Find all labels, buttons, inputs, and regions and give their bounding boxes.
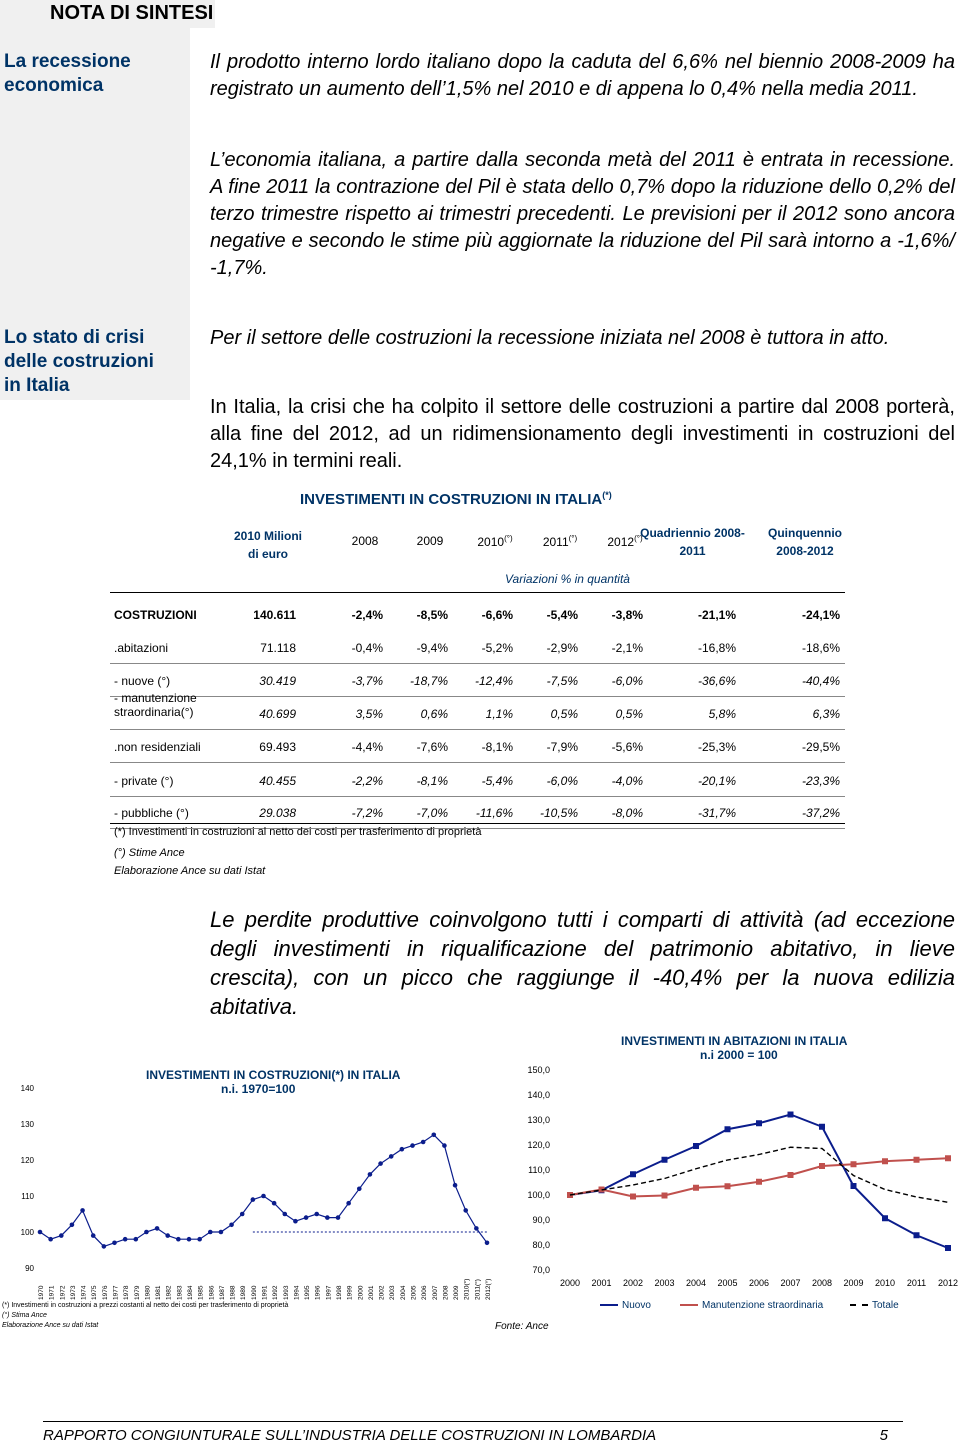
col-header-year: 2008 <box>351 534 379 548</box>
data-point <box>325 1215 330 1220</box>
data-point <box>914 1157 920 1163</box>
table-cell-quinquennio: -23,3% <box>801 774 840 788</box>
x-tick-label: 1991 <box>261 1285 269 1300</box>
table-cell-quadriennio: -36,6% <box>697 674 736 688</box>
data-point <box>346 1201 351 1206</box>
sidebar-heading-line: delle costruzioni <box>4 351 154 372</box>
data-point <box>357 1187 362 1192</box>
chart1-note: (*) Investimenti in costruzioni a prezzi costanti al netto dei costi per trasferimento di proprietà <box>2 1302 289 1309</box>
legend-label: Totale <box>872 1300 899 1311</box>
table-cell-quadriennio: -16,8% <box>697 641 736 655</box>
data-point <box>378 1161 383 1166</box>
x-tick-label: 2009 <box>453 1285 461 1300</box>
table-row-label: - manutenzione straordinaria(°) <box>114 691 197 719</box>
data-point <box>463 1208 468 1213</box>
table-cell-value: -2,1% <box>611 641 643 655</box>
y-tick-label: 140 <box>20 1084 34 1093</box>
table-top-rule <box>110 592 845 593</box>
x-tick-label: 2009 <box>843 1278 864 1288</box>
table-title-sup: (*) <box>602 490 612 500</box>
x-tick-label: 2006 <box>748 1278 770 1288</box>
legend-swatch <box>850 1304 868 1306</box>
x-tick-label: 2012 <box>937 1278 959 1288</box>
data-point <box>788 1112 794 1118</box>
data-point <box>38 1230 43 1235</box>
data-point <box>485 1241 490 1246</box>
table-cell-quadriennio: -25,3% <box>697 740 736 754</box>
y-tick-label: 80,0 <box>532 1240 550 1250</box>
data-point <box>91 1233 96 1238</box>
data-point <box>59 1233 64 1238</box>
y-tick-label: 140,0 <box>527 1090 550 1100</box>
page-title: NOTA DI SINTESI <box>50 2 214 24</box>
y-tick-label: 100,0 <box>527 1190 550 1200</box>
x-tick-label: 1989 <box>240 1285 248 1300</box>
table-cell-value: -11,6% <box>475 806 513 820</box>
paragraph-perdite: Le perdite produttive coinvolgono tutti i comparti di attività (ad eccezione degli investimenti in riqualificazione del patrimonio abitativo, in lieve crescita), con un picco che raggiunge il -40,4% per la nuova edilizia abitativa. <box>210 907 955 1019</box>
table-cell-value: -2,4% <box>351 608 383 622</box>
data-point <box>756 1179 762 1185</box>
table-cell-quinquennio: -18,6% <box>801 641 840 655</box>
legend-label: Manutenzione straordinaria <box>702 1300 824 1311</box>
table-bottom-rule <box>110 823 845 824</box>
table-subheader: Variazioni % in quantità <box>505 572 630 586</box>
x-tick-label: 1983 <box>176 1285 184 1300</box>
x-tick-label: 1982 <box>165 1285 173 1300</box>
data-point <box>187 1237 192 1242</box>
paragraph-recessione: L’economia italiana, a partire dalla seconda metà del 2011 è entrata in recessione. A fine 2011 la contrazione del Pil è stata dello 0,7% dopo la riduzione dello 0,2% del terzo trimestre rispetto ai trimestri precedenti. Le previsioni per il 2012 sono ancora negative e secondo le stime più aggiornate la riduzione del Pil sarà intorno a -1,6%/ -1,7%. <box>210 149 955 279</box>
x-tick-label: 1994 <box>293 1285 301 1300</box>
data-point <box>70 1223 75 1228</box>
x-tick-label: 1971 <box>48 1285 56 1300</box>
table-cell-value: 0,5% <box>615 707 643 721</box>
table-cell-quinquennio: -29,5% <box>801 740 840 754</box>
col-header-year-sup: (°) <box>504 534 513 543</box>
x-tick-label: 2005 <box>410 1285 418 1300</box>
data-point <box>336 1215 341 1220</box>
col-header-year-sup: (°) <box>634 534 643 543</box>
x-tick-label: 1984 <box>187 1285 194 1300</box>
y-tick-label: 110,0 <box>528 1165 550 1175</box>
y-tick-label: 90 <box>25 1264 34 1273</box>
table-cell-quinquennio: -24,1% <box>801 608 840 622</box>
data-point <box>123 1237 128 1242</box>
sidebar-heading-line: in Italia <box>4 375 70 396</box>
x-tick-label: 1997 <box>325 1285 333 1300</box>
data-point <box>756 1120 762 1126</box>
col-header-quadriennio: Quadriennio 2008-2011 <box>640 526 745 558</box>
table-cell-value: -8,1% <box>481 740 513 754</box>
chart1-title: INVESTIMENTI IN COSTRUZIONI(*) IN ITALIA <box>146 1068 401 1082</box>
data-point <box>48 1237 53 1242</box>
paragraph-pil: Il prodotto interno lordo italiano dopo la caduta del 6,6% nel biennio 2008-2009 ha registrato un aumento dell’1,5% nel 2010 e di appena lo 0,4% nella media 2011. <box>210 51 955 100</box>
table-cell-value: 0,5% <box>550 707 578 721</box>
sidebar-heading-recessione <box>4 50 131 98</box>
data-point <box>945 1245 951 1251</box>
x-tick-label: 1970 <box>38 1285 45 1300</box>
data-point <box>725 1183 731 1189</box>
chart1-notes <box>2 1301 288 1331</box>
x-tick-label: 1996 <box>314 1285 322 1300</box>
x-tick-label: 1985 <box>197 1285 205 1300</box>
table-row-label: - nuove (°) <box>114 674 171 688</box>
x-tick-label: 2010 <box>874 1278 896 1288</box>
paragraph-settore: Per il settore delle costruzioni la recessione iniziata nel 2008 è tuttora in atto. <box>210 327 890 349</box>
sidebar-heading-line: economica <box>4 75 104 96</box>
data-point <box>368 1172 373 1177</box>
table-cell-value: -3,8% <box>611 608 643 622</box>
series-line-costruzioni <box>40 1135 487 1247</box>
x-tick-label: 2002 <box>378 1285 386 1300</box>
chart2-title: INVESTIMENTI IN ABITAZIONI IN ITALIA <box>621 1034 848 1048</box>
x-tick-label: 2000 <box>357 1285 365 1300</box>
table-cell-value: -18,7% <box>409 674 448 688</box>
x-tick-label: 1986 <box>208 1285 216 1300</box>
data-point <box>725 1126 731 1132</box>
table-cell-base: 140.611 <box>253 608 296 622</box>
y-tick-label: 90,0 <box>532 1215 550 1225</box>
table-cell-value: -6,0% <box>546 774 578 788</box>
table-cell-value: -4,4% <box>351 740 383 754</box>
table-cell-value: -5,4% <box>481 774 513 788</box>
x-tick-label: 1977 <box>112 1285 120 1300</box>
data-point <box>208 1230 213 1235</box>
data-point <box>304 1215 309 1220</box>
data-point <box>80 1208 85 1213</box>
sidebar-heading-crisi <box>4 326 154 398</box>
table-cell-value: -9,4% <box>416 641 448 655</box>
x-tick-label: 1974 <box>80 1285 88 1300</box>
x-tick-label: 1981 <box>155 1285 163 1300</box>
chart-investimenti-abitazioni <box>500 1060 960 1300</box>
data-point <box>240 1212 245 1217</box>
data-point <box>155 1226 160 1231</box>
data-point <box>882 1215 888 1221</box>
table-cell-base: 29.038 <box>259 806 296 820</box>
table-cell-value: -6,0% <box>611 674 643 688</box>
table-cell-base: 69.493 <box>259 740 296 754</box>
footer <box>43 1427 903 1444</box>
data-point <box>229 1223 234 1228</box>
table-cell-value: -7,9% <box>546 740 578 754</box>
table-cell-value: -7,2% <box>351 806 383 820</box>
x-tick-label: 1993 <box>282 1285 290 1300</box>
legend-item <box>600 1300 651 1311</box>
table-cell-value: -2,9% <box>546 641 578 655</box>
chart2-source: Fonte: Ance <box>495 1321 549 1332</box>
table-cell-value: -7,6% <box>416 740 448 754</box>
data-point <box>112 1241 117 1246</box>
table-cell-quadriennio: -21,1% <box>697 608 736 622</box>
table-cell-quinquennio: -40,4% <box>801 674 840 688</box>
table-row-rule <box>110 796 845 797</box>
data-point <box>261 1194 266 1199</box>
table-cell-value: 1,1% <box>485 707 513 721</box>
y-tick-label: 110 <box>21 1192 34 1201</box>
table-row-rule <box>110 729 845 730</box>
y-tick-label: 100 <box>20 1228 34 1237</box>
table-row-label: COSTRUZIONI <box>114 608 197 622</box>
x-tick-label: 1998 <box>336 1285 343 1300</box>
table-row-rule <box>110 663 845 664</box>
x-tick-label: 2000 <box>559 1278 581 1288</box>
data-point <box>851 1183 857 1189</box>
x-tick-label: 2002 <box>622 1278 644 1288</box>
y-tick-label: 150,0 <box>527 1065 550 1075</box>
chart1-note: (°) Stima Ance <box>2 1312 47 1319</box>
x-tick-label: 1988 <box>229 1285 237 1300</box>
table-row-label: - private (°) <box>114 774 174 788</box>
footer-rule <box>43 1421 903 1422</box>
data-point <box>144 1230 149 1235</box>
data-point <box>219 1230 224 1235</box>
y-tick-label: 130 <box>20 1120 34 1129</box>
col-header-base: 2010 Milioni di euro <box>233 529 303 561</box>
data-point <box>165 1233 170 1238</box>
x-tick-label: 2011(°) <box>474 1279 482 1300</box>
data-point <box>293 1219 298 1224</box>
x-tick-label: 1992 <box>272 1285 280 1300</box>
legend-swatch <box>680 1304 698 1306</box>
x-tick-label: 2004 <box>685 1278 707 1288</box>
y-tick-label: 130,0 <box>527 1115 550 1125</box>
table-cell-value: -3,7% <box>351 674 383 688</box>
data-point <box>389 1154 394 1159</box>
x-tick-label: 1978 <box>123 1285 131 1300</box>
x-tick-label: 1972 <box>59 1285 67 1300</box>
table-cell-value: -5,6% <box>611 740 643 754</box>
x-tick-label: 2011 <box>906 1278 927 1288</box>
x-tick-label: 2012(°) <box>485 1278 492 1300</box>
data-point <box>410 1143 415 1148</box>
data-point <box>819 1124 825 1130</box>
x-tick-label: 2001 <box>367 1285 375 1300</box>
table-row-rule <box>110 762 845 763</box>
data-point <box>453 1183 458 1188</box>
table-cell-value: -8,1% <box>416 774 448 788</box>
data-point <box>914 1232 920 1238</box>
data-point <box>102 1244 107 1249</box>
x-tick-label: 1995 <box>304 1285 312 1300</box>
table-cell-value: -4,0% <box>611 774 643 788</box>
x-tick-label: 1999 <box>346 1285 354 1300</box>
legend-item <box>850 1300 899 1311</box>
table-cell-value: -8,5% <box>416 608 448 622</box>
footer-text: RAPPORTO CONGIUNTURALE SULL’INDUSTRIA DELLE COSTRUZIONI IN LOMBARDIA <box>43 1427 657 1444</box>
data-point <box>882 1158 888 1164</box>
y-tick-label: 120 <box>20 1156 34 1165</box>
table-cell-value: -5,4% <box>546 608 578 622</box>
table-cell-quadriennio: -20,1% <box>697 774 736 788</box>
table-title <box>300 490 612 508</box>
y-tick-label: 120,0 <box>527 1140 550 1150</box>
data-point <box>133 1237 138 1242</box>
x-tick-label: 1979 <box>133 1285 141 1300</box>
series-line <box>570 1147 948 1202</box>
legend-label: Nuovo <box>622 1300 651 1311</box>
legend-item <box>680 1300 823 1311</box>
col-header-quinquennio: Quinquennio 2008-2012 <box>768 526 842 558</box>
col-header-year-sup: (°) <box>568 534 578 543</box>
table-note-2: (°) Stime Ance <box>114 847 185 859</box>
col-header-year: 2010(°) <box>477 534 513 549</box>
table-note-3: Elaborazione Ance su dati Istat <box>114 865 266 877</box>
data-point <box>442 1143 447 1148</box>
table-cell-base: 30.419 <box>259 674 296 688</box>
data-point <box>693 1185 699 1191</box>
x-tick-label: 1973 <box>69 1285 77 1300</box>
table-cell-value: 3,5% <box>355 707 383 721</box>
paragraph-crisi: In Italia, la crisi che ha colpito il settore delle costruzioni a partire dal 2008 porterà, alla fine del 2012, ad un ridimensionamento degli investimenti in costruzioni del 24,1% in termini reali. <box>210 396 955 472</box>
data-point <box>630 1194 636 1200</box>
x-tick-label: 2005 <box>717 1278 738 1288</box>
table-cell-quadriennio: 5,8% <box>708 707 736 721</box>
data-point <box>819 1163 825 1169</box>
data-point <box>945 1155 951 1161</box>
table-cell-quadriennio: -31,7% <box>697 806 736 820</box>
table-row-label: .abitazioni <box>114 641 169 655</box>
col-header-year: 2009 <box>416 534 444 548</box>
table-cell-value: 0,6% <box>420 707 448 721</box>
table-cell-value: -12,4% <box>474 674 513 688</box>
x-tick-label: 1976 <box>101 1285 109 1300</box>
data-point <box>693 1143 699 1149</box>
table-cell-quinquennio: 6,3% <box>812 707 840 721</box>
chart1-note: Elaborazione Ance su dati Istat <box>2 1322 99 1329</box>
sidebar-heading-line: La recessione <box>4 51 131 72</box>
table-cell-base: 40.699 <box>259 707 296 721</box>
x-tick-label: 2006 <box>421 1285 429 1300</box>
data-point <box>197 1237 202 1242</box>
x-tick-label: 1975 <box>91 1285 99 1300</box>
table-cell-value: -5,2% <box>481 641 513 655</box>
table-cell-value: -0,4% <box>351 641 383 655</box>
col-header-year: 2011(°) <box>542 534 578 549</box>
table-cell-base: 40.455 <box>259 774 296 788</box>
table-cell-value: -7,0% <box>416 806 448 820</box>
data-point <box>176 1237 181 1242</box>
data-point <box>282 1212 287 1217</box>
y-tick-label: 70,0 <box>532 1265 550 1275</box>
x-tick-label: 2008 <box>811 1278 833 1288</box>
x-tick-label: 2010(°) <box>463 1278 471 1300</box>
data-point <box>788 1172 794 1178</box>
x-tick-label: 1990 <box>250 1285 258 1300</box>
x-tick-label: 2001 <box>591 1278 612 1288</box>
table-note-1: (*) Investimenti in costruzioni al netto dei costi per trasferimento di proprietà <box>114 826 482 838</box>
table-cell-value: -10,5% <box>539 806 578 820</box>
x-tick-label: 2003 <box>654 1278 675 1288</box>
x-tick-label: 2007 <box>431 1285 439 1300</box>
x-tick-label: 2008 <box>442 1285 450 1300</box>
data-point <box>272 1201 277 1206</box>
data-point <box>474 1226 479 1231</box>
col-header-year: 2012(°) <box>607 534 643 549</box>
table-row-label: - pubbliche (°) <box>114 806 189 820</box>
table-cell-value: -2,2% <box>351 774 383 788</box>
sidebar-heading-line: Lo stato di crisi <box>4 327 145 348</box>
table-title-text: INVESTIMENTI IN COSTRUZIONI IN ITALIA <box>300 491 603 508</box>
data-point <box>630 1171 636 1177</box>
table-row-label: .non residenziali <box>114 740 201 754</box>
data-point <box>662 1157 668 1163</box>
table-cell-value: -7,5% <box>546 674 578 688</box>
data-point <box>251 1197 256 1202</box>
table-cell-value: -6,6% <box>481 608 513 622</box>
x-tick-label: 2004 <box>399 1285 407 1300</box>
table-cell-value: -8,0% <box>611 806 643 820</box>
data-point <box>314 1212 319 1217</box>
page-number: 5 <box>879 1427 888 1444</box>
data-point <box>421 1140 426 1145</box>
table-cell-quinquennio: -37,2% <box>801 806 840 820</box>
x-tick-label: 2007 <box>780 1278 801 1288</box>
x-tick-label: 1980 <box>144 1285 152 1300</box>
x-tick-label: 1987 <box>218 1285 226 1300</box>
data-point <box>851 1161 857 1167</box>
data-point <box>400 1147 405 1152</box>
data-point <box>662 1193 668 1199</box>
chart1-subtitle: n.i. 1970=100 <box>221 1082 296 1096</box>
x-tick-label: 2003 <box>389 1285 397 1300</box>
chart2-subtitle: n.i 2000 = 100 <box>700 1048 778 1062</box>
table-cell-base: 71.118 <box>260 641 296 655</box>
legend-swatch <box>600 1304 618 1306</box>
data-point <box>431 1133 436 1138</box>
